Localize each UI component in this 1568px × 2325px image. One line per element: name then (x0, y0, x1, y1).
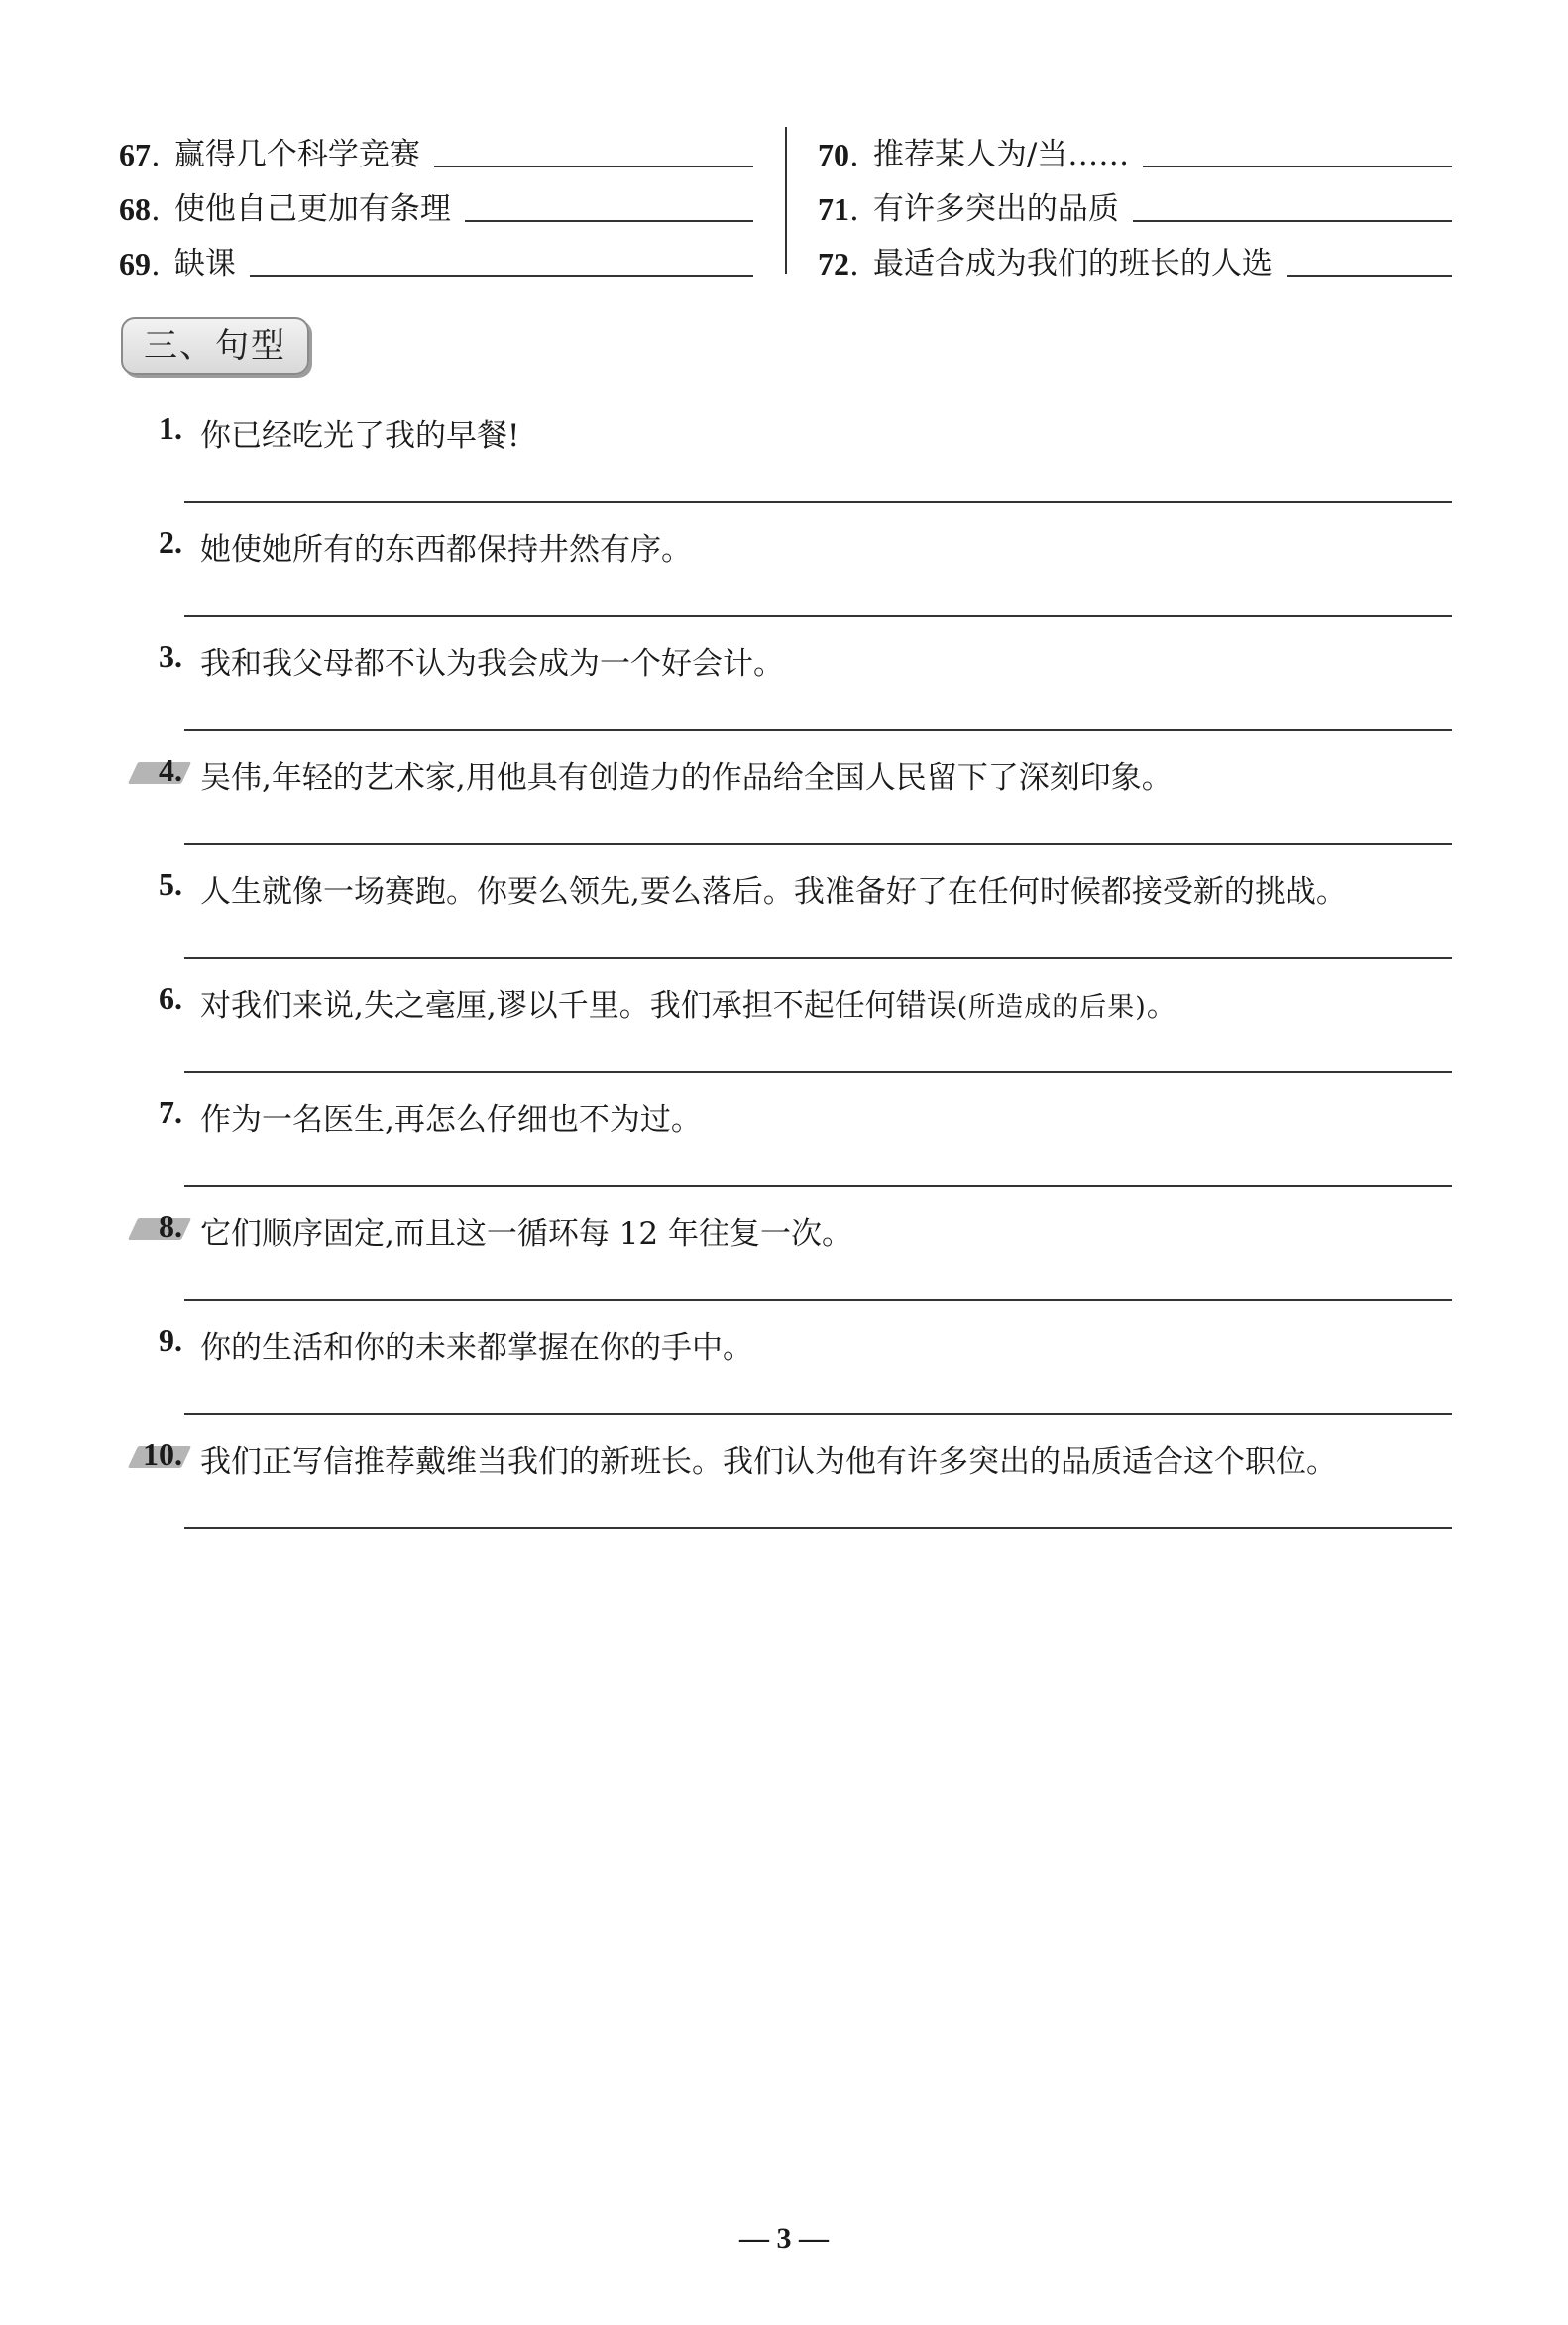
item-number: 4. (119, 752, 182, 797)
item-number: 67 (119, 137, 151, 172)
sentence-item (119, 856, 1452, 970)
sentence-text: 吴伟,年轻的艺术家,用他具有创造力的作品给全国人民留下了深刻印象。 (200, 760, 1173, 796)
answer-line[interactable] (184, 501, 1452, 503)
vocab-item: 69 . 缺课 (119, 228, 753, 282)
vocab-item: 67 . 赢得几个科学竞赛 (119, 119, 753, 173)
answer-line[interactable] (184, 1527, 1452, 1529)
vocab-item: 70 . 推荐某人为/当…… (818, 119, 1452, 173)
answer-line[interactable] (184, 1299, 1452, 1301)
vocab-column-right (818, 119, 1452, 282)
sentence-item (119, 400, 1452, 514)
sentence-text: 你的生活和你的未来都掌握在你的手中。 (200, 1330, 753, 1366)
sentence-text: 她使她所有的东西都保持井然有序。 (200, 532, 692, 568)
sentence-list (119, 400, 1452, 1540)
answer-line[interactable] (184, 1071, 1452, 1073)
vocabulary-section (119, 119, 1452, 282)
answer-line[interactable] (184, 1185, 1452, 1187)
vocab-prompt: 使他自己更加有条理 (173, 191, 451, 227)
sentence-item (119, 514, 1452, 628)
answer-blank[interactable] (434, 164, 753, 167)
answer-line[interactable] (184, 729, 1452, 731)
sentence-text: 你已经吃光了我的早餐! (200, 418, 520, 454)
sentence-text: 我们正写信推荐戴维当我们的新班长。我们认为他有许多突出的品质适合这个职位。 (200, 1444, 1337, 1480)
item-number: 72 (818, 246, 849, 281)
vocab-item: 71 . 有许多突出的品质 (818, 173, 1452, 228)
sentence-item (119, 628, 1452, 742)
answer-line[interactable] (184, 843, 1452, 845)
sentence-item (119, 1426, 1452, 1540)
answer-blank[interactable] (1143, 164, 1452, 167)
sentence-item (119, 1198, 1452, 1312)
sentence-item (119, 1084, 1452, 1198)
sentence-text: 我和我父母都不认为我会成为一个好会计。 (200, 646, 784, 682)
item-number: 70 (818, 137, 849, 172)
vocab-prompt: 推荐某人为/当…… (872, 137, 1130, 172)
item-number: 69 (119, 246, 151, 281)
sentence-item (119, 1312, 1452, 1426)
sentence-text: 对我们来说,失之毫厘,谬以千里。我们承担不起任何错误(所造成的后果)。 (200, 988, 1177, 1024)
item-number: 3. (159, 638, 182, 674)
item-number: 8. (119, 1208, 182, 1253)
vocab-item: 68 . 使他自己更加有条理 (119, 173, 753, 228)
vocab-prompt: 最适合成为我们的班长的人选 (872, 246, 1273, 281)
vocab-prompt: 有许多突出的品质 (872, 191, 1119, 227)
item-number: 10. (119, 1436, 182, 1481)
sentence-note: (所造成的后果) (956, 992, 1147, 1023)
item-number: 68 (119, 191, 151, 227)
item-number: 2. (159, 524, 182, 560)
vocab-prompt: 赢得几个科学竞赛 (173, 137, 420, 172)
answer-line[interactable] (184, 615, 1452, 617)
item-number: 1. (159, 410, 182, 446)
answer-blank[interactable] (250, 273, 753, 277)
item-number: 5. (159, 866, 182, 902)
sentence-item (119, 742, 1452, 856)
vocab-item: 72 . 最适合成为我们的班长的人选 (818, 228, 1452, 282)
answer-line[interactable] (184, 957, 1452, 959)
sentence-text: 它们顺序固定,而且这一循环每 12 年往复一次。 (200, 1216, 853, 1252)
sentence-text: 作为一名医生,再怎么仔细也不为过。 (200, 1102, 702, 1138)
sentence-item (119, 970, 1452, 1084)
item-number: 6. (159, 980, 182, 1016)
column-divider (785, 127, 787, 274)
page-number: — 3 — (739, 2222, 829, 2255)
item-number: 7. (159, 1094, 182, 1130)
item-number: 9. (159, 1322, 182, 1358)
sentence-text: 人生就像一场赛跑。你要么领先,要么落后。我准备好了在任何时候都接受新的挑战。 (200, 874, 1347, 910)
answer-line[interactable] (184, 1413, 1452, 1415)
item-number: 71 (818, 191, 849, 227)
vocab-prompt: 缺课 (173, 246, 236, 281)
answer-blank[interactable] (465, 218, 753, 222)
answer-blank[interactable] (1287, 273, 1452, 277)
section-heading: 三、句型 (121, 317, 309, 375)
vocab-column-left (119, 119, 753, 282)
answer-blank[interactable] (1133, 218, 1452, 222)
